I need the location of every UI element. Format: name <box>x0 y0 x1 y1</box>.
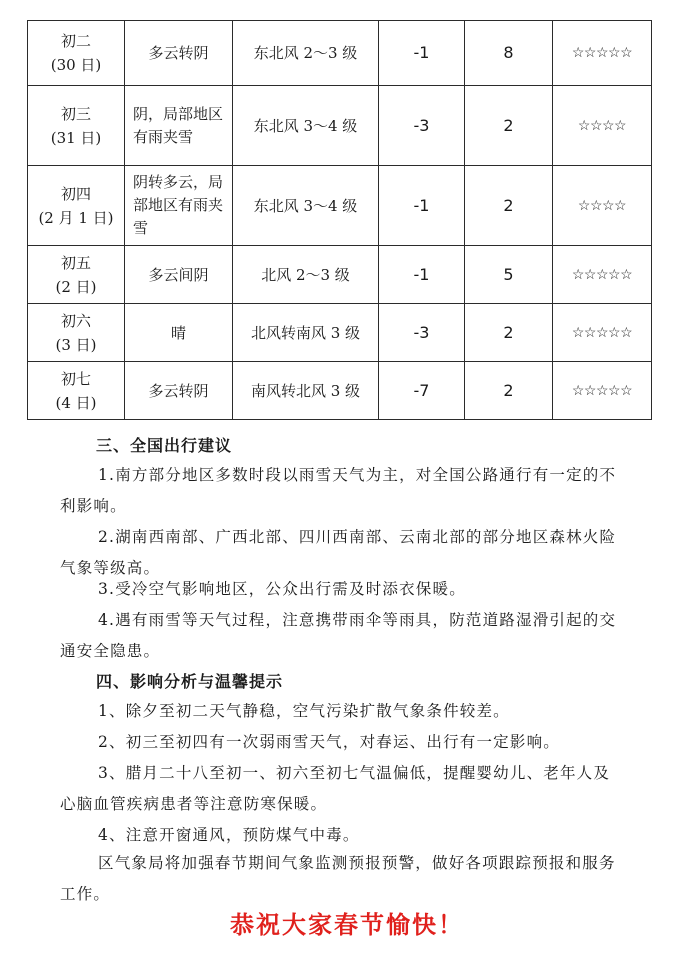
low-temp-cell: -1 <box>379 246 465 304</box>
weather-forecast-table <box>27 20 652 420</box>
weather-cell: 晴 <box>125 304 233 362</box>
paragraph: 4、注意开窗通风，预防煤气中毒。 <box>98 826 360 844</box>
paragraph: 3.受冷空气影响地区，公众出行需及时添衣保暖。 <box>98 580 466 598</box>
weather-cell: 多云转阴 <box>125 362 233 420</box>
wind-cell: 北风转南风 3 级 <box>233 304 379 362</box>
paragraph: 4.遇有雨雪等天气过程，注意携带雨伞等雨具，防范道路湿滑引起的交通安全隐患。 <box>60 611 617 660</box>
wind-cell: 北风 2～3 级 <box>233 246 379 304</box>
closing-greeting: 恭祝大家春节愉快！ <box>230 911 464 939</box>
section-heading-impact-tips: 四、影响分析与温馨提示 <box>96 672 284 691</box>
high-temp-cell: 2 <box>465 304 553 362</box>
paragraph: 1.南方部分地区多数时段以雨雪天气为主，对全国公路通行有一定的不利影响。 <box>60 466 617 515</box>
weather-cell: 多云间阴 <box>125 246 233 304</box>
wind-cell: 南风转北风 3 级 <box>233 362 379 420</box>
low-temp-cell: -3 <box>379 304 465 362</box>
high-temp-cell: 8 <box>465 21 553 86</box>
paragraph: 3、腊月二十八至初一、初六至初七气温偏低，提醒婴幼儿、老年人及心脑血管疾病患者等注意防寒保暖。 <box>60 764 611 813</box>
rating-cell: ☆☆☆☆☆ <box>553 362 652 420</box>
rating-cell: ☆☆☆☆☆ <box>553 21 652 86</box>
day-cell: 初五 (2 日) <box>28 246 125 304</box>
rating-cell: ☆☆☆☆☆ <box>553 246 652 304</box>
rating-cell: ☆☆☆☆☆ <box>553 304 652 362</box>
low-temp-cell: -3 <box>379 86 465 166</box>
table-row <box>28 362 652 420</box>
paragraph: 区气象局将加强春节期间气象监测预报预警，做好各项跟踪预报和服务工作。 <box>60 854 616 903</box>
wind-cell: 东北风 3～4 级 <box>233 166 379 246</box>
high-temp-cell: 2 <box>465 166 553 246</box>
low-temp-cell: -1 <box>379 21 465 86</box>
high-temp-cell: 5 <box>465 246 553 304</box>
table-row <box>28 21 652 86</box>
low-temp-cell: -1 <box>379 166 465 246</box>
day-cell: 初七 (4 日) <box>28 362 125 420</box>
high-temp-cell: 2 <box>465 86 553 166</box>
section-heading-travel-advice: 三、全国出行建议 <box>96 436 233 455</box>
wind-cell: 东北风 3～4 级 <box>233 86 379 166</box>
rating-cell: ☆☆☆☆ <box>553 166 652 246</box>
weather-cell: 阴，局部地区有雨夹雪 <box>125 86 233 166</box>
table-row <box>28 166 652 246</box>
day-cell: 初三 (31 日) <box>28 86 125 166</box>
paragraph: 2、初三至初四有一次弱雨雪天气，对春运、出行有一定影响。 <box>98 733 560 751</box>
wind-cell: 东北风 2～3 级 <box>233 21 379 86</box>
paragraph: 2.湖南西南部、广西北部、四川西南部、云南北部的部分地区森林火险气象等级高。 <box>60 528 617 577</box>
day-cell: 初二 (30 日) <box>28 21 125 86</box>
day-cell: 初六 (3 日) <box>28 304 125 362</box>
high-temp-cell: 2 <box>465 362 553 420</box>
rating-cell: ☆☆☆☆ <box>553 86 652 166</box>
table-row <box>28 86 652 166</box>
weather-cell: 阴转多云，局部地区有雨夹雪 <box>125 166 233 246</box>
day-cell: 初四 (2 月 1 日) <box>28 166 125 246</box>
weather-cell: 多云转阴 <box>125 21 233 86</box>
paragraph: 1、除夕至初二天气静稳，空气污染扩散气象条件较差。 <box>98 702 510 720</box>
low-temp-cell: -7 <box>379 362 465 420</box>
table-row <box>28 304 652 362</box>
table-row <box>28 246 652 304</box>
